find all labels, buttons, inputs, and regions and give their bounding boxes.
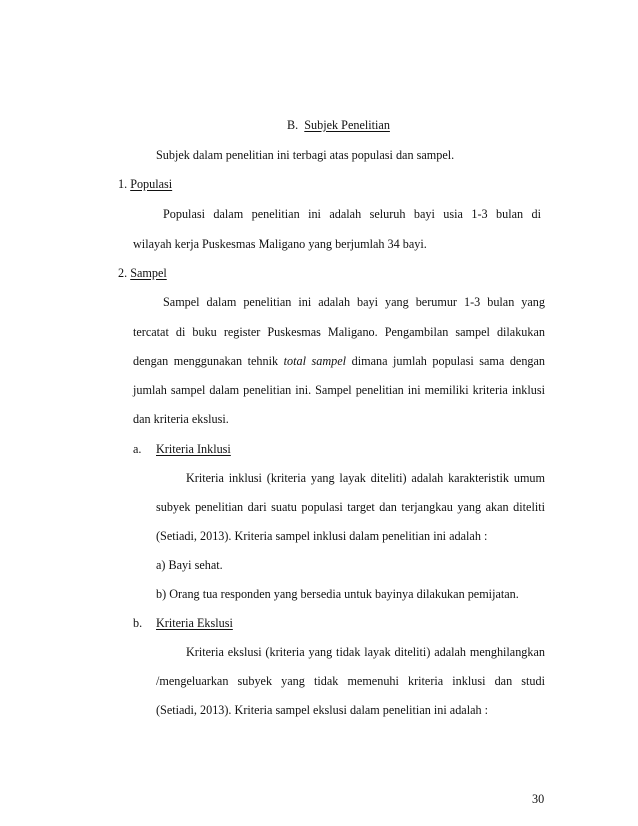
inklusi-item-a: a) Bayi sehat. [156, 558, 223, 572]
ekslusi-heading: Kriteria Ekslusi [156, 616, 233, 630]
sampel-number: 2. [118, 266, 128, 280]
sampel-line-3-italic: total sampel [283, 354, 347, 368]
ekslusi-label: b. [133, 616, 143, 630]
page-number: 30 [532, 792, 545, 806]
populasi-line-1: Populasi dalam penelitian ini adalah seluruh bayi usia 1-3 bulan di [163, 207, 541, 221]
populasi-heading [118, 176, 172, 192]
sampel-line-1: Sampel dalam penelitian ini adalah bayi yang berumur 1-3 bulan yang [163, 295, 545, 309]
sampel-line-5: dan kriteria ekslusi. [133, 412, 229, 426]
populasi-number: 1. [118, 177, 128, 191]
sampel-line-3 [133, 353, 545, 369]
sampel-heading [118, 265, 167, 281]
inklusi-line-2: subyek penelitian dari suatu populasi target dan terjangkau yang akan diteliti [156, 500, 545, 514]
populasi-title: Populasi [130, 177, 173, 191]
sampel-line-3-pre: dengan menggunakan tehnik [133, 354, 279, 368]
section-label: B. [287, 118, 299, 132]
sampel-title: Sampel [130, 266, 167, 280]
inklusi-item-b: b) Orang tua responden yang bersedia untuk bayinya dilakukan pemijatan. [156, 587, 519, 601]
section-title: Subjek Penelitian [304, 118, 390, 132]
inklusi-label: a. [133, 442, 142, 456]
sampel-line-2: tercatat di buku register Puskesmas Maligano. Pengambilan sampel dilakukan [133, 325, 545, 339]
inklusi-line-1: Kriteria inklusi (kriteria yang layak diteliti) adalah karakteristik umum [186, 471, 545, 485]
inklusi-heading: Kriteria Inklusi [156, 442, 231, 456]
sampel-line-4: jumlah sampel dalam penelitian ini. Sampel penelitian ini memiliki kriteria inklusi [133, 383, 545, 397]
ekslusi-line-3: (Setiadi, 2013). Kriteria sampel ekslusi dalam penelitian ini adalah : [156, 703, 489, 717]
populasi-line-2: wilayah kerja Puskesmas Maligano yang berjumlah 34 bayi. [133, 237, 427, 251]
ekslusi-line-1: Kriteria ekslusi (kriteria yang tidak layak diteliti) adalah menghilangkan [186, 645, 545, 659]
ekslusi-line-2: /mengeluarkan subyek yang tidak memenuhi kriteria inklusi dan studi [156, 674, 545, 688]
sampel-line-3-post: dimana jumlah populasi sama dengan [351, 354, 546, 368]
section-heading [287, 117, 390, 133]
section-intro: Subjek dalam penelitian ini terbagi atas populasi dan sampel. [156, 148, 455, 162]
inklusi-line-3: (Setiadi, 2013). Kriteria sampel inklusi dalam penelitian ini adalah : [156, 529, 488, 543]
